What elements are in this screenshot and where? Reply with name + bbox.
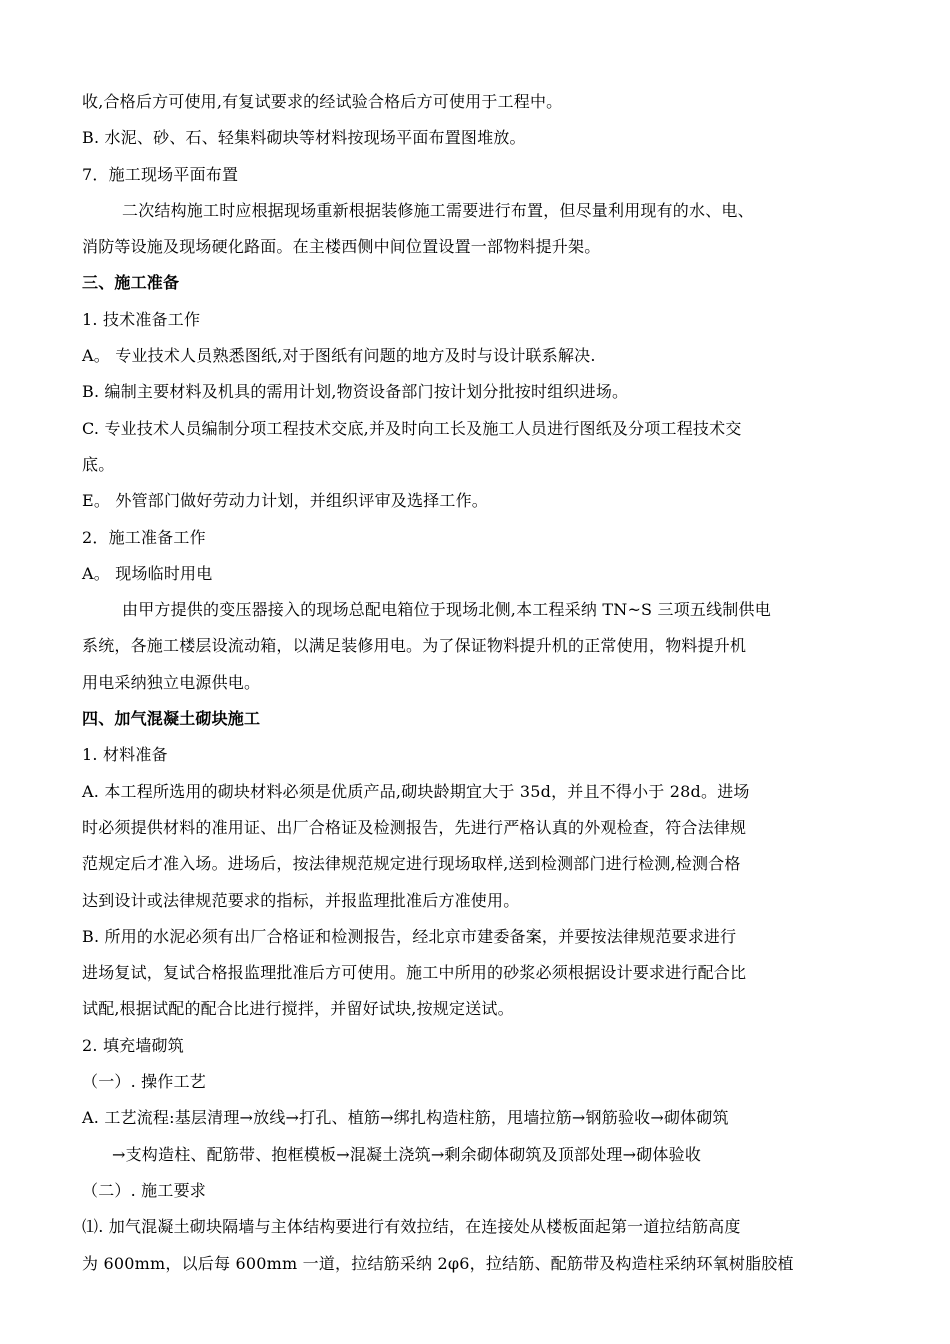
text-line: 1. 材料准备	[82, 745, 168, 765]
text-line: （一）. 操作工艺	[82, 1072, 206, 1092]
text-line: 进场复试，复试合格报监理批准后方可使用。施工中所用的砂浆必须根据设计要求进行配合比	[82, 963, 747, 983]
text-line: A。 专业技术人员熟悉图纸,对于图纸有问题的地方及时与设计联系解决.	[82, 346, 596, 366]
text-line: 消防等设施及现场硬化路面。在主楼西侧中间位置设置一部物料提升架。	[82, 237, 601, 257]
text-line: →支构造柱、配筋带、抱框模板→混凝土浇筑→剩余砌体砌筑及顶部处理→砌体验收	[112, 1144, 702, 1164]
text-line: 7．施工现场平面布置	[82, 164, 239, 184]
text-line: 系统，各施工楼层设流动箱，以满足装修用电。为了保证物料提升机的正常使用，物料提升机	[82, 636, 747, 656]
text-line: 范规定后才准入场。进场后，按法律规范规定进行现场取样,送到检测部门进行检测,检测合格	[82, 854, 741, 874]
text-line: A. 本工程所选用的砌块材料必须是优质产品,砌块龄期宜大于 35d，并且不得小于 28d。进场	[82, 781, 750, 801]
text-line: 1. 技术准备工作	[82, 309, 201, 329]
section-heading: 三、施工准备	[82, 273, 180, 293]
text-line: 底。	[82, 454, 115, 474]
text-line: B. 编制主要材料及机具的需用计划,物资设备部门按计划分批按时组织进场。	[82, 382, 629, 402]
text-line: A. 工艺流程:基层清理→放线→打孔、植筋→绑扎构造柱筋，甩墙拉筋→钢筋验收→砌体砌筑	[82, 1108, 729, 1128]
text-line: 2．施工准备工作	[82, 527, 206, 547]
text-line: 时必须提供材料的准用证、出厂合格证及检测报告，先进行严格认真的外观检查，符合法律规	[82, 817, 747, 837]
text-line: ⑴. 加气混凝土砌块隔墙与主体结构要进行有效拉结，在连接处从楼板面起第一道拉结筋高度	[82, 1217, 741, 1237]
text-line: （二）. 施工要求	[82, 1180, 206, 1200]
text-line: B. 所用的水泥必须有出厂合格证和检测报告，经北京市建委备案，并要按法律规范要求进行	[82, 926, 737, 946]
text-line: 二次结构施工时应根据现场重新根据装修施工需要进行布置，但尽量利用现有的水、电、	[122, 200, 754, 220]
text-line: E。 外管部门做好劳动力计划，并组织评审及选择工作。	[82, 491, 488, 511]
text-line: C. 专业技术人员编制分项工程技术交底,并及时向工长及施工人员进行图纸及分项工程技术交	[82, 418, 742, 438]
text-line: 2. 填充墙砌筑	[82, 1035, 184, 1055]
text-line: 用电采纳独立电源供电。	[82, 672, 261, 692]
document-body	[82, 84, 872, 1282]
text-line: 为 600mm，以后每 600mm 一道，拉结筋采纳 2φ6，拉结筋、配筋带及构造柱采纳环氧树脂胶植	[82, 1253, 794, 1273]
document-page	[82, 84, 872, 1282]
text-line: 由甲方提供的变压器接入的现场总配电箱位于现场北侧,本工程采纳 TN~S 三项五线制供电	[122, 600, 771, 620]
text-line: 达到设计或法律规范要求的指标，并报监理批准后方准使用。	[82, 890, 520, 910]
text-line: 试配,根据试配的配合比进行搅拌，并留好试块,按规定送试。	[82, 999, 514, 1019]
section-heading: 四、加气混凝土砌块施工	[82, 709, 261, 729]
text-line: A。 现场临时用电	[82, 563, 213, 583]
text-line: B. 水泥、砂、石、轻集料砌块等材料按现场平面布置图堆放。	[82, 128, 526, 148]
text-line: 收,合格后方可使用,有复试要求的经试验合格后方可使用于工程中。	[82, 92, 563, 111]
